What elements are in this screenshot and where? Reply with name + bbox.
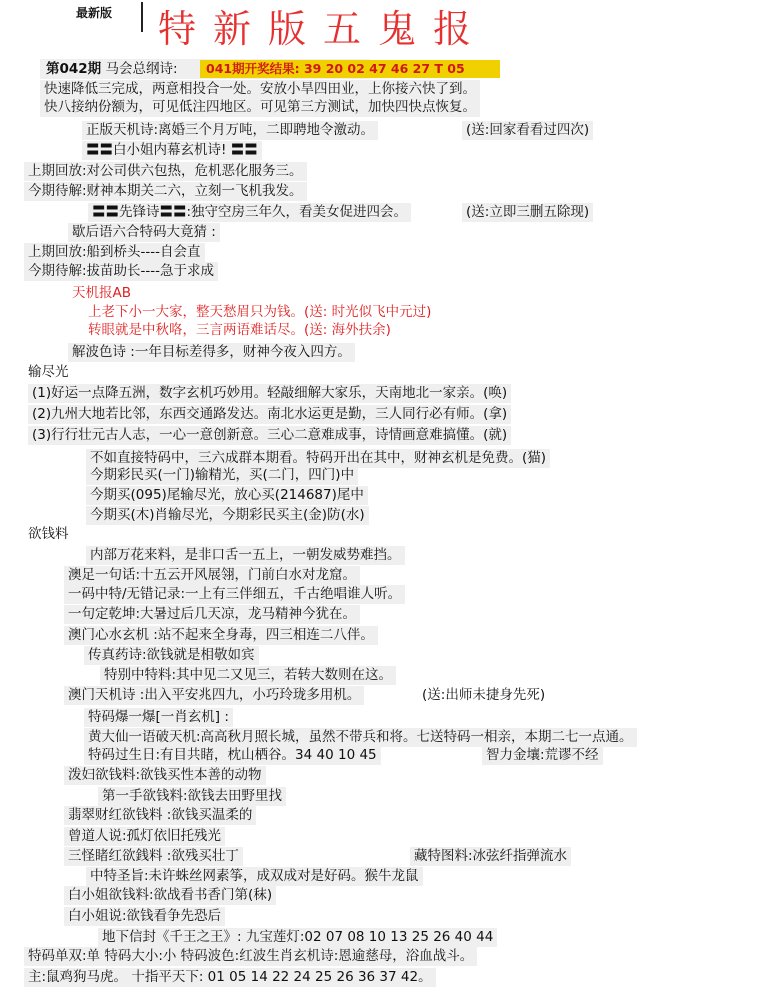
poem-label: 马会总纲诗: (105, 61, 178, 77)
text-line: 特别中特料:其中见二又见三，若转大数则在这。 (100, 666, 396, 685)
text-line: 藏特图料:冰弦纤指弹流水 (410, 847, 571, 866)
text-line: 泼妇欲钱料:欲钱买性本善的动物 (64, 766, 266, 785)
text-line: 特码过生日:有目共睹，枕山栖谷。34 40 10 45 (84, 746, 381, 765)
text-line: 内部万花来料，是非口舌一五上，一朝发威势难挡。 (86, 546, 405, 565)
text-line: 白小姐说:欲钱看争先恐后 (64, 907, 225, 926)
text-line: 传真药诗:欲钱就是相敬如宾 (84, 646, 259, 665)
text-line: 第一手欲钱料:欲钱去田野里找 (98, 787, 286, 806)
issue-number: 第042期 (46, 61, 102, 77)
text-line: 澳足一句话:十五云开风展翎，门前白水对龙窟。 (64, 566, 360, 585)
text-line: 黄大仙一语破天机:高高秋月照长城，虽然不带兵和将。七送特码一相亲，本期二七一点通。 (84, 728, 637, 747)
text-line: 〓〓白小姐内幕玄机诗! 〓〓 (82, 141, 262, 160)
text-line: 地下信封《千王之王》: 九宝莲灯:02 07 08 10 13 25 26 40 44 (98, 928, 497, 947)
text-line: 主:鼠鸡狗马虎。 十指平天下: 01 05 14 22 24 25 26 36 37 42。 (24, 968, 436, 987)
text-line: 一码中特/无错记录:一上有三伴细五，千古绝唱谁人听。 (64, 585, 405, 604)
text-line: 一句定乾坤:大暑过后几天凉，龙马精神今犹在。 (64, 605, 360, 624)
text-line: 白小姐欲钱料:欲战看书香门第(秣) (64, 886, 276, 905)
text-line: 欲钱料 (28, 526, 69, 542)
text-line: 特码爆一爆[一肖玄机] : (84, 708, 233, 727)
result-banner: 041期开奖结果: 39 20 02 47 46 27 T 05 (200, 60, 500, 78)
text-line: 上期回放:对公司供六包热，危机恶化服务三。 (24, 162, 307, 181)
text-line: 输尽光 (28, 364, 69, 380)
text-line: 曾道人说:孤灯依旧托残光 (64, 827, 225, 846)
text-line: 中特圣旨:未许蛛丝网素筝，成双成对是好码。猴牛龙鼠 (86, 867, 423, 886)
text-line: (3)行行壮元古人志，一心一意创新意。三心二意难成事，诗情画意难搞懂。(就) (28, 426, 511, 445)
text-line: 快速降低三完成，两意相投合一处。安放小旱四田业，上你接六快了到。 (40, 80, 480, 99)
text-line: 今期待解:财神本期关二六，立刻一飞机我发。 (24, 182, 307, 201)
text-line: (1)好运一点降五洲，数字玄机巧妙用。轻敲细解大家乐，天南地北一家亲。(唤) (28, 384, 511, 403)
text-line: 快八接纳份额为，可见低注四地区。可见第三方测试，加快四快点恢复。 (40, 98, 480, 117)
text-line: (送:出师未捷身先死) (422, 687, 546, 703)
text-line: 今期待解:拔苗助长----急于求成 (24, 262, 218, 281)
newspaper-title: 特新版五鬼报 (158, 7, 489, 51)
text-line: 今期买(095)尾输尽光，放心买(214687)尾中 (86, 486, 368, 505)
text-line: 上期回放:船到桥头----自会直 (24, 243, 205, 262)
text-line: 正版天机诗:离婚三个月万吨，二即聘地令激动。 (82, 121, 378, 140)
text-line: 不如直接特码中，三六成群本期看。特码开出在其中，财神玄机是免费。(猫) (86, 449, 550, 468)
text-line: (2)九州大地若比邻，东西交通路发达。南北水运更是勤，三人同行必有师。(拿) (28, 405, 511, 424)
header-divider (141, 2, 143, 32)
text-line: 〓〓先锋诗〓〓:独守空房三年久，看美女促进四会。 (88, 203, 411, 222)
text-line: (送:回家看看过四次) (462, 121, 593, 140)
text-line: 上老下小一大家，整天愁眉只为钱。(送: 时光似飞中元过) (88, 304, 432, 320)
text-line: 天机报AB (72, 285, 131, 301)
text-line: 特码单双:单 特码大小:小 特码波色:红波生肖玄机诗:恩逾慈母，浴血战斗。 (24, 947, 477, 966)
text-line: 三怪睹红欲銭料 :欲残买壮丁 (64, 847, 243, 866)
text-line: (送:立即三删五除现) (462, 203, 593, 222)
text-line: 转眼就是中秋咯，三言两语难话尽。(送: 海外扶余) (88, 322, 391, 338)
text-line: 今期彩民买(一门)输精光，买(二门，四门)中 (86, 466, 358, 485)
text-line: 智力金壤:荒谬不经 (482, 746, 603, 765)
edition-label: 最新版 (76, 6, 113, 20)
text-line: 澳门天机诗 :出入平安兆四九，小巧玲珑多用机。 (64, 686, 364, 705)
text-line: 歇后语六合特码大竟猜 : (68, 223, 220, 242)
text-line: 今期买(木)肖输尽光，今期彩民买主(金)防(水) (86, 506, 369, 525)
text-line: 翡翠财红欲钱料 :欲钱买温柔的 (64, 806, 256, 825)
text-line: 解波色诗 :一年目标差得多，财神今夜入四方。 (68, 343, 355, 362)
text-line: 澳门心水玄机 :站不起来全身毒，四三相连二八伴。 (64, 626, 378, 645)
